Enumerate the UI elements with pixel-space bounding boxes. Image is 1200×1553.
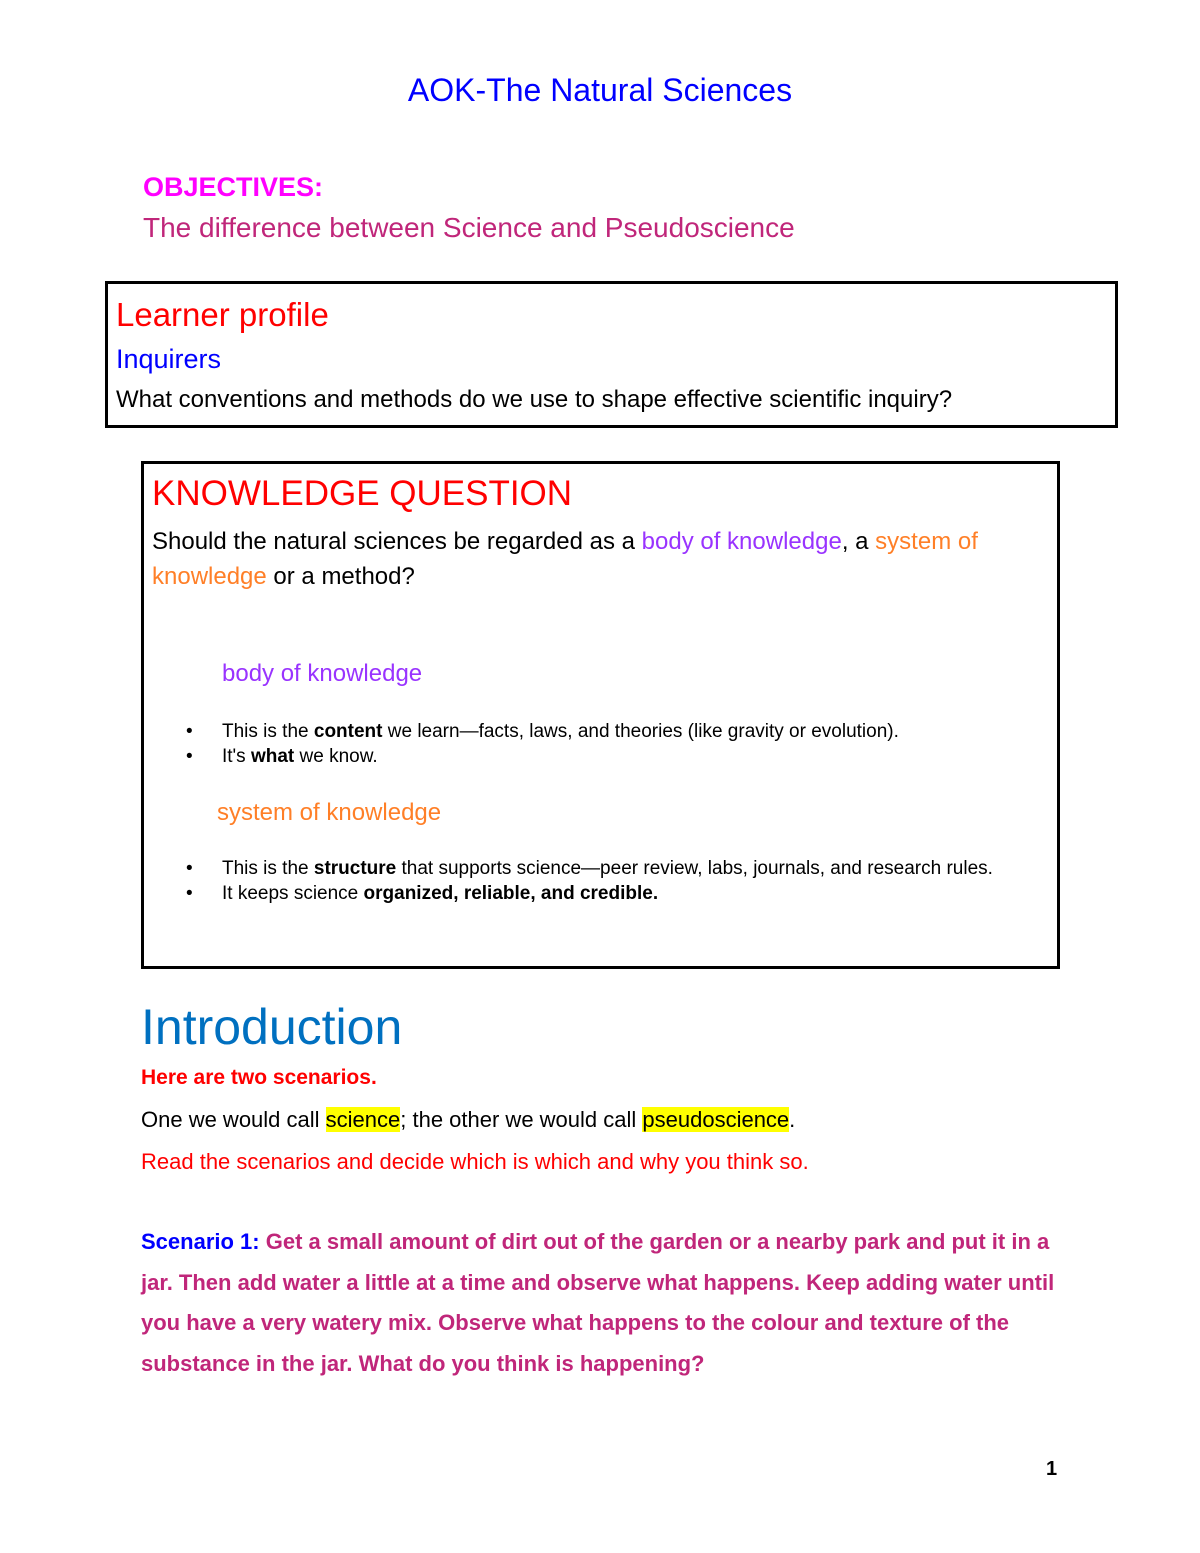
introduction-line-2: One we would call science; the other we would call pseudoscience. <box>141 1107 796 1132</box>
introduction-line-1: Here are two scenarios. <box>141 1066 377 1089</box>
kq-system-term: system of knowledge <box>152 528 978 590</box>
bullet-icon: • <box>186 746 193 767</box>
list-item: • It's what we know. <box>186 746 378 767</box>
kq-body-term: body of knowledge <box>641 528 842 555</box>
learner-profile-subtitle: Inquirers <box>116 344 222 374</box>
scenario-1-paragraph: Scenario 1: Get a small amount of dirt out of the garden or a nearby park and put it in a jar. Then add water a little at a time and observe what happens. Keep adding water until you have a very watery mix. Observe what happens to the colour and texture of the substance in the jar. What do you think is happening? <box>141 1229 1055 1376</box>
list-item: • It keeps science organized, reliable, and credible. <box>186 883 659 904</box>
list-item: • This is the structure that supports science—peer review, labs, journals, and research rules. <box>186 858 993 879</box>
page-title: AOK-The Natural Sciences <box>407 72 793 108</box>
learner-profile-question: What conventions and methods do we use to shape effective scientific inquiry? <box>116 386 953 413</box>
bullet-icon: • <box>186 721 193 742</box>
highlight-science: science <box>325 1107 401 1132</box>
objectives-label: OBJECTIVES: <box>143 172 324 202</box>
body-of-knowledge-list <box>186 719 1046 769</box>
kq-text-part1: Should the natural sciences be regarded as a <box>152 528 642 555</box>
body-of-knowledge-heading: body of knowledge <box>222 660 423 687</box>
page-number: 1 <box>1046 1458 1058 1480</box>
knowledge-question-text <box>152 524 1032 594</box>
learner-profile-title: Learner profile <box>116 296 329 333</box>
system-of-knowledge-list <box>186 856 1046 906</box>
scenario-1-label: Scenario 1 <box>141 1229 253 1254</box>
objectives-text: The difference between Science and Pseudoscience <box>143 212 795 243</box>
bullet-icon: • <box>186 883 193 904</box>
kq-text-part3: or a method? <box>266 563 415 590</box>
highlight-pseudoscience: pseudoscience <box>642 1107 790 1132</box>
introduction-heading: Introduction <box>141 999 403 1055</box>
system-of-knowledge-heading: system of knowledge <box>217 799 442 826</box>
bullet-icon: • <box>186 858 193 879</box>
knowledge-question-title: KNOWLEDGE QUESTION <box>152 474 573 513</box>
kq-text-part2: , a <box>841 528 876 555</box>
introduction-line-3: Read the scenarios and decide which is which and why you think so. <box>141 1149 809 1174</box>
list-item: • This is the content we learn—facts, laws, and theories (like gravity or evolution). <box>186 721 899 742</box>
scenario-1-text: Get a small amount of dirt out of the garden or a nearby park and put it in a jar. Then add water a little at a time and observe what happens. Keep adding water until you have a very watery mix. Observe what happens to the colour and texture of the substance in the jar. What do you think is happening? <box>141 1229 1055 1376</box>
